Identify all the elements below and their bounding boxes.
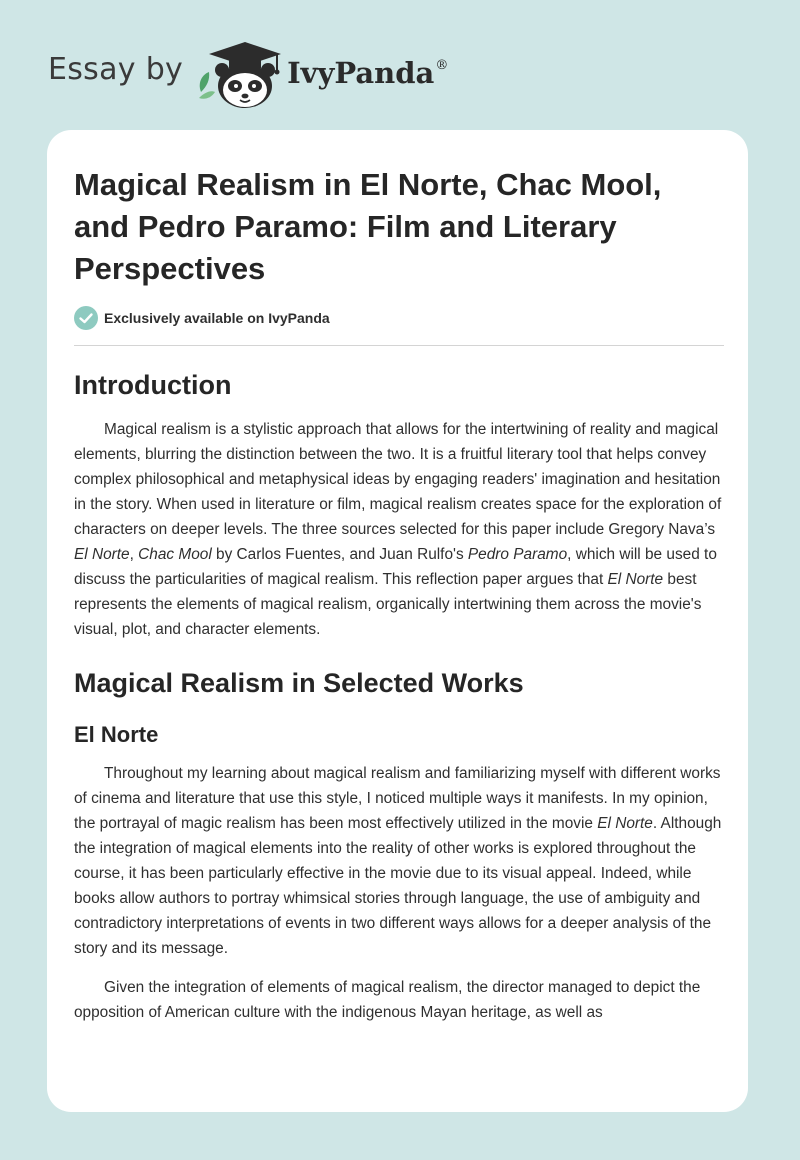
work-title-chac-mool: Chac Mool: [138, 546, 212, 563]
essay-body: [74, 362, 724, 1025]
registered-mark: ®: [435, 58, 449, 73]
brand-name: IvyPanda®: [287, 56, 449, 90]
divider: [74, 345, 724, 346]
section-heading-introduction: Introduction: [74, 370, 232, 400]
paragraph-el-norte-2: Given the integration of elements of magical realism, the director managed to depict the opposition of American culture with the indigenous Mayan heritage, as well as: [74, 979, 701, 1021]
exclusive-badge: [74, 306, 330, 330]
panda-graduate-logo-icon[interactable]: [195, 34, 285, 110]
essay-card: [47, 130, 748, 1112]
paragraph-introduction: Magical realism is a stylistic approach that allows for the intertwining of reality and magical elements, blurring the distinction between the two. It is a fruitful literary tool that helps convey complex philosophical and metaphysical ideas by engaging readers' imagination and hesitation in the story. When used in literature or film, magical realism creates space for the exploration of characters on deeper levels. The three sources selected for this paper include Gregory Nava’s El Norte, Chac Mool by Carlos Fuentes, and Juan Rulfo's Pedro Paramo, which will be used to discuss the particularities of magical realism. This reflection paper argues that El Norte best represents the elements of magical realism, organically intertwining them across the movie's visual, plot, and character elements.: [74, 421, 722, 638]
work-title-el-norte: El Norte: [74, 546, 130, 563]
paragraph-el-norte-1: Throughout my learning about magical realism and familiarizing myself with different works of cinema and literature that use this style, I noticed multiple ways it manifests. In my opinion, the portrayal of magic realism has been most effectively utilized in the movie El Norte. Although the integration of magical elements into the reality of other works is explored throughout the course, it has been particularly effective in the movie due to its visual appeal. Indeed, while books allow authors to portray whimsical stories through language, the use of ambiguity and contradictory interpretations of events in two different ways allows for a deeper analysis of the story and its message.: [74, 765, 722, 957]
subsection-heading-el-norte: El Norte: [74, 722, 159, 747]
badge-text: Exclusively available on IvyPanda: [104, 310, 330, 326]
section-heading-selected-works: Magical Realism in Selected Works: [74, 668, 524, 698]
essay-title: Magical Realism in El Norte, Chac Mool, and Pedro Paramo: Film and Literary Perspectives: [74, 167, 662, 286]
brand-prefix: Essay by: [48, 51, 184, 87]
site-header: [48, 34, 448, 110]
work-title-el-norte: El Norte: [607, 571, 664, 588]
work-title-el-norte: El Norte: [597, 815, 653, 832]
work-title-pedro-paramo: Pedro Paramo: [467, 546, 568, 563]
check-circle-icon: [74, 306, 98, 330]
